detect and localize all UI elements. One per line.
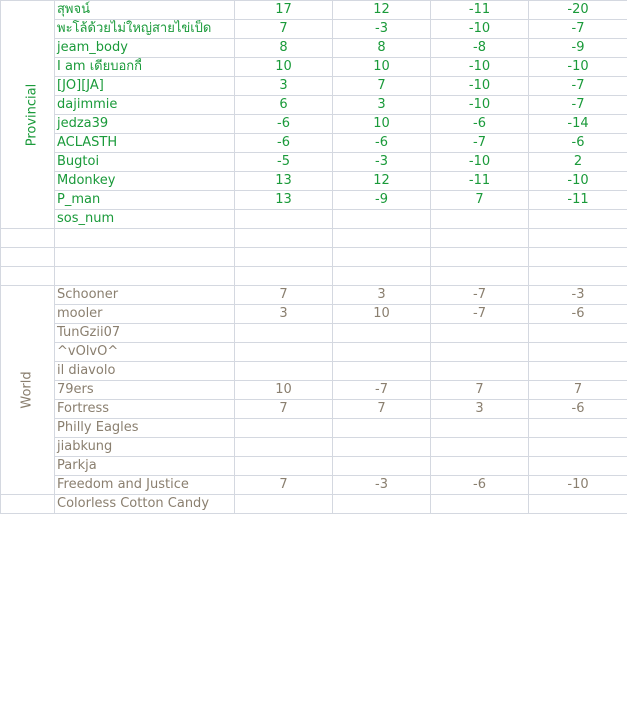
empty-cell[interactable] (55, 267, 235, 286)
empty-cell[interactable] (55, 248, 235, 267)
empty-cell[interactable] (55, 229, 235, 248)
table-row (1, 343, 627, 362)
player-name-cell[interactable]: ACLASTH (55, 134, 235, 153)
score-cell-3[interactable]: -7 (431, 305, 529, 324)
score-cell-2[interactable]: -6 (333, 134, 431, 153)
empty-cell[interactable] (235, 248, 333, 267)
score-cell-1[interactable] (235, 362, 333, 381)
empty-cell[interactable] (333, 267, 431, 286)
score-cell-4[interactable]: -11 (529, 191, 627, 210)
score-cell-3[interactable] (431, 362, 529, 381)
player-name-cell[interactable]: Mdonkey (55, 172, 235, 191)
score-cell-3[interactable] (431, 457, 529, 476)
empty-row (1, 267, 627, 286)
table-row (1, 153, 627, 172)
table-row (1, 305, 627, 324)
score-cell-3[interactable]: 7 (431, 381, 529, 400)
score-cell-2[interactable]: -3 (333, 20, 431, 39)
player-name-cell[interactable]: Bugtoi (55, 153, 235, 172)
table-row (1, 457, 627, 476)
table-row (1, 115, 627, 134)
score-cell-4[interactable] (529, 343, 627, 362)
empty-cell[interactable] (431, 267, 529, 286)
score-cell-4[interactable] (529, 457, 627, 476)
empty-cell[interactable] (235, 267, 333, 286)
score-cell-2[interactable]: 10 (333, 115, 431, 134)
player-name-cell[interactable]: [JO][JA] (55, 77, 235, 96)
score-cell-1[interactable] (235, 343, 333, 362)
empty-cell[interactable] (431, 248, 529, 267)
score-cell-3[interactable] (431, 210, 529, 229)
score-cell-3[interactable]: 3 (431, 400, 529, 419)
score-cell-3[interactable]: -10 (431, 153, 529, 172)
score-cell-3[interactable]: -8 (431, 39, 529, 58)
score-cell-3[interactable] (431, 419, 529, 438)
score-cell-2[interactable]: 8 (333, 39, 431, 58)
score-cell-2[interactable]: -3 (333, 153, 431, 172)
score-cell-2[interactable]: 12 (333, 1, 431, 20)
score-cell-3[interactable]: -10 (431, 96, 529, 115)
group-label-cell (1, 1, 55, 229)
player-name-cell[interactable]: สุพจน์ (55, 1, 235, 20)
empty-row (1, 229, 627, 248)
empty-cell[interactable] (1, 248, 55, 267)
table-row (1, 210, 627, 229)
score-cell-4[interactable]: 2 (529, 153, 627, 172)
player-name-cell[interactable]: Fortress (55, 400, 235, 419)
table-row (1, 476, 627, 495)
empty-cell[interactable] (529, 248, 627, 267)
score-cell-2[interactable] (333, 343, 431, 362)
player-name-cell[interactable]: il diavolo (55, 362, 235, 381)
score-cell-3[interactable]: -11 (431, 172, 529, 191)
score-cell-1[interactable] (235, 438, 333, 457)
score-cell-4[interactable]: -6 (529, 134, 627, 153)
empty-cell[interactable] (529, 267, 627, 286)
table-row (1, 39, 627, 58)
score-cell-2[interactable]: 3 (333, 286, 431, 305)
player-name-cell[interactable]: TunGzii07 (55, 324, 235, 343)
score-cell-4[interactable]: -14 (529, 115, 627, 134)
score-cell-4[interactable] (529, 438, 627, 457)
player-name-cell[interactable]: I am เดียบอกกี้ (55, 58, 235, 77)
score-cell-2[interactable] (333, 324, 431, 343)
empty-group-cell (1, 495, 55, 514)
score-cell-4[interactable] (529, 419, 627, 438)
score-cell-2[interactable]: 10 (333, 305, 431, 324)
score-cell-1[interactable]: 17 (235, 1, 333, 20)
table-row (1, 286, 627, 305)
score-cell-1[interactable] (235, 210, 333, 229)
score-cell-2[interactable] (333, 362, 431, 381)
score-cell-4[interactable]: 7 (529, 381, 627, 400)
table-row (1, 362, 627, 381)
score-cell-1[interactable]: 13 (235, 191, 333, 210)
score-cell-3[interactable]: -7 (431, 134, 529, 153)
table-row (1, 191, 627, 210)
score-cell-1[interactable]: 8 (235, 39, 333, 58)
score-cell-2[interactable]: 10 (333, 58, 431, 77)
score-cell-1[interactable] (235, 457, 333, 476)
score-cell-2[interactable]: 7 (333, 400, 431, 419)
table-row (1, 134, 627, 153)
group-label: Provincial (24, 83, 40, 146)
score-cell-1[interactable]: 3 (235, 305, 333, 324)
empty-cell[interactable] (529, 229, 627, 248)
score-cell-3[interactable]: -10 (431, 20, 529, 39)
table-row (1, 172, 627, 191)
score-cell-1[interactable]: 10 (235, 381, 333, 400)
table-row (1, 400, 627, 419)
score-cell-2[interactable]: 7 (333, 77, 431, 96)
score-cell-4[interactable] (529, 362, 627, 381)
table-row (1, 495, 627, 514)
player-name-cell[interactable]: Colorless Cotton Candy (55, 495, 235, 514)
player-name-cell[interactable]: Freedom and Justice (55, 476, 235, 495)
player-name-cell[interactable]: mooler (55, 305, 235, 324)
score-cell-3[interactable]: 7 (431, 191, 529, 210)
score-cell-1[interactable]: -6 (235, 134, 333, 153)
score-cell-4[interactable]: -10 (529, 476, 627, 495)
score-cell-4[interactable]: -6 (529, 400, 627, 419)
score-cell-3[interactable]: -11 (431, 1, 529, 20)
table-row (1, 419, 627, 438)
player-name-cell[interactable]: 79ers (55, 381, 235, 400)
table-row (1, 324, 627, 343)
player-name-cell[interactable]: jedza39 (55, 115, 235, 134)
player-name-cell[interactable]: jeam_body (55, 39, 235, 58)
score-cell-2[interactable] (333, 210, 431, 229)
score-cell-4[interactable] (529, 210, 627, 229)
score-cell-1[interactable] (235, 324, 333, 343)
empty-cell[interactable] (333, 229, 431, 248)
score-cell-3[interactable]: -6 (431, 476, 529, 495)
score-cell-3[interactable]: -10 (431, 77, 529, 96)
score-cell-1[interactable]: 13 (235, 172, 333, 191)
empty-cell[interactable] (333, 248, 431, 267)
score-cell-1[interactable]: 7 (235, 400, 333, 419)
player-name-cell[interactable]: dajimmie (55, 96, 235, 115)
table-row (1, 58, 627, 77)
score-cell-4[interactable] (529, 495, 627, 514)
player-name-cell[interactable]: sos_num (55, 210, 235, 229)
table-row (1, 20, 627, 39)
score-cell-4[interactable]: -20 (529, 1, 627, 20)
score-cell-1[interactable]: 10 (235, 58, 333, 77)
score-cell-1[interactable]: 7 (235, 476, 333, 495)
score-cell-2[interactable] (333, 495, 431, 514)
score-cell-3[interactable]: -10 (431, 58, 529, 77)
score-cell-3[interactable] (431, 343, 529, 362)
empty-cell[interactable] (431, 229, 529, 248)
score-cell-1[interactable]: 7 (235, 286, 333, 305)
score-cell-4[interactable]: -6 (529, 305, 627, 324)
score-cell-2[interactable]: -7 (333, 381, 431, 400)
table-row (1, 381, 627, 400)
group-label: World (19, 371, 35, 409)
empty-cell[interactable] (1, 229, 55, 248)
score-cell-1[interactable]: -5 (235, 153, 333, 172)
score-cell-3[interactable] (431, 324, 529, 343)
score-cell-2[interactable]: 12 (333, 172, 431, 191)
score-cell-2[interactable]: -3 (333, 476, 431, 495)
score-cell-3[interactable] (431, 438, 529, 457)
score-cell-3[interactable]: -7 (431, 286, 529, 305)
score-cell-1[interactable]: 3 (235, 77, 333, 96)
sheet-body (1, 1, 627, 514)
score-cell-4[interactable]: -10 (529, 172, 627, 191)
score-cell-1[interactable] (235, 495, 333, 514)
player-name-cell[interactable]: Philly Eagles (55, 419, 235, 438)
empty-row (1, 248, 627, 267)
score-cell-2[interactable] (333, 457, 431, 476)
score-cell-4[interactable] (529, 324, 627, 343)
player-name-cell[interactable]: P_man (55, 191, 235, 210)
score-cell-2[interactable] (333, 419, 431, 438)
score-cell-2[interactable]: 3 (333, 96, 431, 115)
score-cell-2[interactable]: -9 (333, 191, 431, 210)
player-name-cell[interactable]: Schooner (55, 286, 235, 305)
table-row (1, 96, 627, 115)
empty-cell[interactable] (1, 267, 55, 286)
score-cell-4[interactable]: -7 (529, 20, 627, 39)
player-name-cell[interactable]: jiabkung (55, 438, 235, 457)
score-cell-1[interactable] (235, 419, 333, 438)
table-row (1, 1, 627, 20)
player-name-cell[interactable]: Parkja (55, 457, 235, 476)
group-label-cell (1, 286, 55, 495)
table-row (1, 438, 627, 457)
score-cell-3[interactable] (431, 495, 529, 514)
score-cell-2[interactable] (333, 438, 431, 457)
score-cell-3[interactable]: -6 (431, 115, 529, 134)
score-cell-4[interactable]: -9 (529, 39, 627, 58)
table-row (1, 77, 627, 96)
score-cell-4[interactable]: -3 (529, 286, 627, 305)
player-name-cell[interactable]: พะโล้ด้วยไม่ใหญ่สายไข่เป็ด (55, 20, 235, 39)
score-cell-4[interactable]: -10 (529, 58, 627, 77)
score-cell-4[interactable]: -7 (529, 96, 627, 115)
score-cell-4[interactable]: -7 (529, 77, 627, 96)
score-cell-1[interactable]: 7 (235, 20, 333, 39)
score-cell-1[interactable]: 6 (235, 96, 333, 115)
player-name-cell[interactable]: ^vOlvO^ (55, 343, 235, 362)
score-cell-1[interactable]: -6 (235, 115, 333, 134)
empty-cell[interactable] (235, 229, 333, 248)
